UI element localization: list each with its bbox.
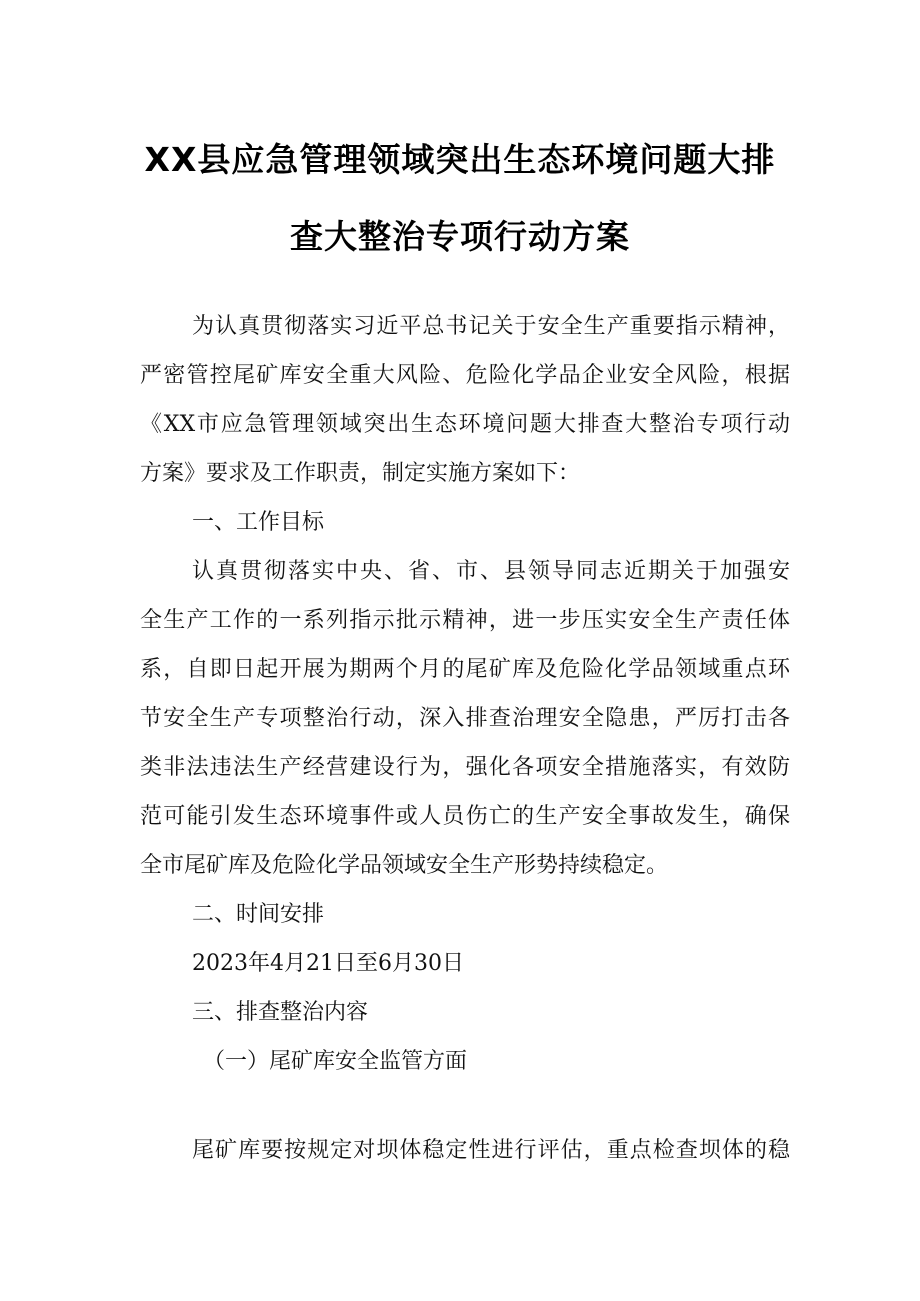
intro-line: 为认真贯彻落实习近平总书记关于安全生产重要指示精神， — [192, 314, 790, 339]
goals-line: 节安全生产专项整治行动，深入排查治理安全隐患，严厉打击各 — [140, 706, 790, 731]
subsection-heading-tailings: （一）尾矿库安全监管方面 — [203, 1049, 468, 1074]
document-title-line-2: 查大整治专项行动方案 — [290, 217, 630, 256]
section-heading-goals: 一、工作目标 — [192, 510, 325, 535]
goals-line: 系，自即日起开展为期两个月的尾矿库及危险化学品领域重点环 — [140, 657, 790, 682]
goals-line: 范可能引发生态环境事件或人员伤亡的生产安全事故发生，确保 — [140, 804, 790, 829]
section-heading-schedule: 二、时间安排 — [192, 902, 325, 927]
intro-line: 严密管控尾矿库安全重大风险、危险化学品企业安全风险，根据 — [140, 363, 790, 388]
goals-line: 类非法违法生产经营建设行为，强化各项安全措施落实，有效防 — [140, 755, 790, 780]
goals-line: 全生产工作的一系列指示批示精神，进一步压实安全生产责任体 — [140, 608, 790, 633]
intro-line: 《XX市应急管理领域突出生态环境问题大排查大整治专项行动 — [140, 412, 790, 437]
schedule-date-range: 2023年4月21日至6月30日 — [192, 951, 464, 976]
goals-line: 全市尾矿库及危险化学品领域安全生产形势持续稳定。 — [140, 853, 669, 878]
tailings-body-line: 尾矿库要按规定对坝体稳定性进行评估，重点检查坝体的稳 — [192, 1138, 790, 1163]
goals-line: 认真贯彻落实中央、省、市、县领导同志近期关于加强安 — [192, 559, 790, 584]
intro-line: 方案》要求及工作职责，制定实施方案如下： — [140, 461, 581, 486]
section-heading-content: 三、排查整治内容 — [192, 1000, 369, 1025]
document-title-line-1: XX县应急管理领域突出生态环境问题大排 — [144, 140, 776, 179]
